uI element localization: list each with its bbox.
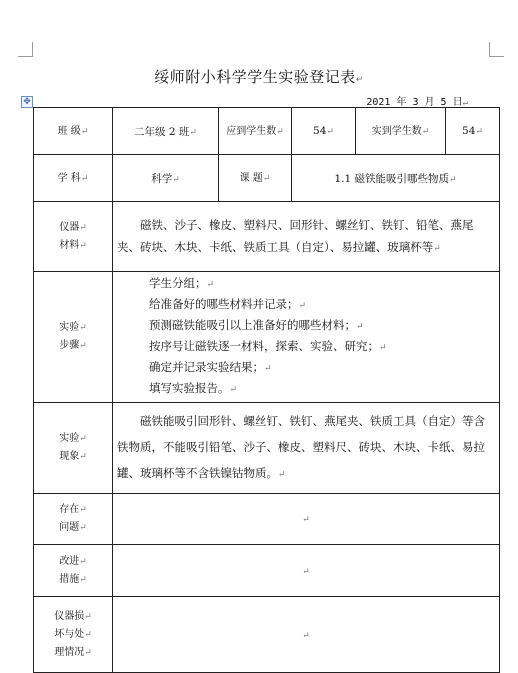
step-item: 给准备好的哪些材料并记录；↵ (149, 297, 307, 311)
expected-count-value-cell[interactable]: 54↵ (292, 108, 356, 155)
actual-count-label-cell: 实到学生数↵ (356, 108, 446, 155)
step-item: 预测磁铁能吸引以上准备好的哪些材料；↵ (149, 318, 364, 332)
phenomenon-text-cell[interactable]: 磁铁能吸引回形针、螺丝钉、铁钉、燕尾夹、铁质工具（自定）等含铁物质，不能吸引铅笔、沙子、橡皮、塑料尺、砖块、木块、卡纸、易拉罐、玻璃杯等不含铁镍钴物质。↵ (113, 403, 500, 494)
expected-count-label-cell: 应到学生数↵ (219, 108, 292, 155)
step-item: 学生分组；↵ (149, 276, 215, 290)
page-corner-top-left (18, 42, 33, 57)
table-row-materials (34, 202, 500, 272)
materials-label-cell: 仪器↵ 材料↵ (34, 202, 113, 272)
table-row-phenomenon (34, 403, 500, 494)
subject-label-cell: 学 科↵ (34, 155, 113, 202)
class-label-cell: 班 级↵ (34, 108, 113, 155)
step-item: 按序号让磁铁逐一材料，探索、实验、研究；↵ (149, 339, 387, 353)
step-item: 确定并记录实验结果；↵ (149, 360, 272, 374)
subject-value-cell[interactable]: 科学↵ (113, 155, 219, 202)
class-value-cell[interactable]: 二年级 2 班↵ (113, 108, 219, 155)
steps-label-cell: 实验↵ 步骤↵ (34, 272, 113, 403)
table-row-problems (34, 494, 500, 545)
page-corner-top-right (489, 42, 504, 57)
table-row-improvements (34, 545, 500, 597)
damage-value-cell[interactable]: ↵ (113, 597, 500, 673)
problems-label-cell: 存在↵ 问题↵ (34, 494, 113, 545)
step-item: 填写实验报告。↵ (149, 381, 238, 395)
table-row-damage (34, 597, 500, 673)
table-row-subject (34, 155, 500, 202)
steps-list-cell[interactable] (113, 272, 500, 403)
improvements-label-cell: 改进↵ 措施↵ (34, 545, 113, 597)
materials-text-cell[interactable]: 磁铁、沙子、橡皮、塑料尺、回形针、螺丝钉、铁钉、铅笔、燕尾夹、砖块、木块、卡纸、铁质工具（自定）、易拉罐、玻璃杯等↵ (113, 202, 500, 272)
topic-label-cell: 课 题↵ (219, 155, 292, 202)
phenomenon-label-cell: 实验↵ 现象↵ (34, 403, 113, 494)
document-date: 2021 年 3 月 5 日↵ (366, 97, 468, 108)
topic-value-cell[interactable]: 1.1 磁铁能吸引哪些物质↵ (292, 155, 500, 202)
table-row-steps (34, 272, 500, 403)
experiment-record-table (33, 107, 500, 673)
improvements-value-cell[interactable]: ↵ (113, 545, 500, 597)
table-move-handle-icon[interactable]: ✥ (21, 96, 33, 108)
document-title: 绥师附小科学学生实验登记表↵ (154, 68, 364, 86)
problems-value-cell[interactable]: ↵ (113, 494, 500, 545)
actual-count-value-cell[interactable]: 54↵ (446, 108, 500, 155)
damage-label-cell: 仪器损↵ 坏与处↵ 理情况↵ (34, 597, 113, 673)
table-row-class-info (34, 108, 500, 155)
